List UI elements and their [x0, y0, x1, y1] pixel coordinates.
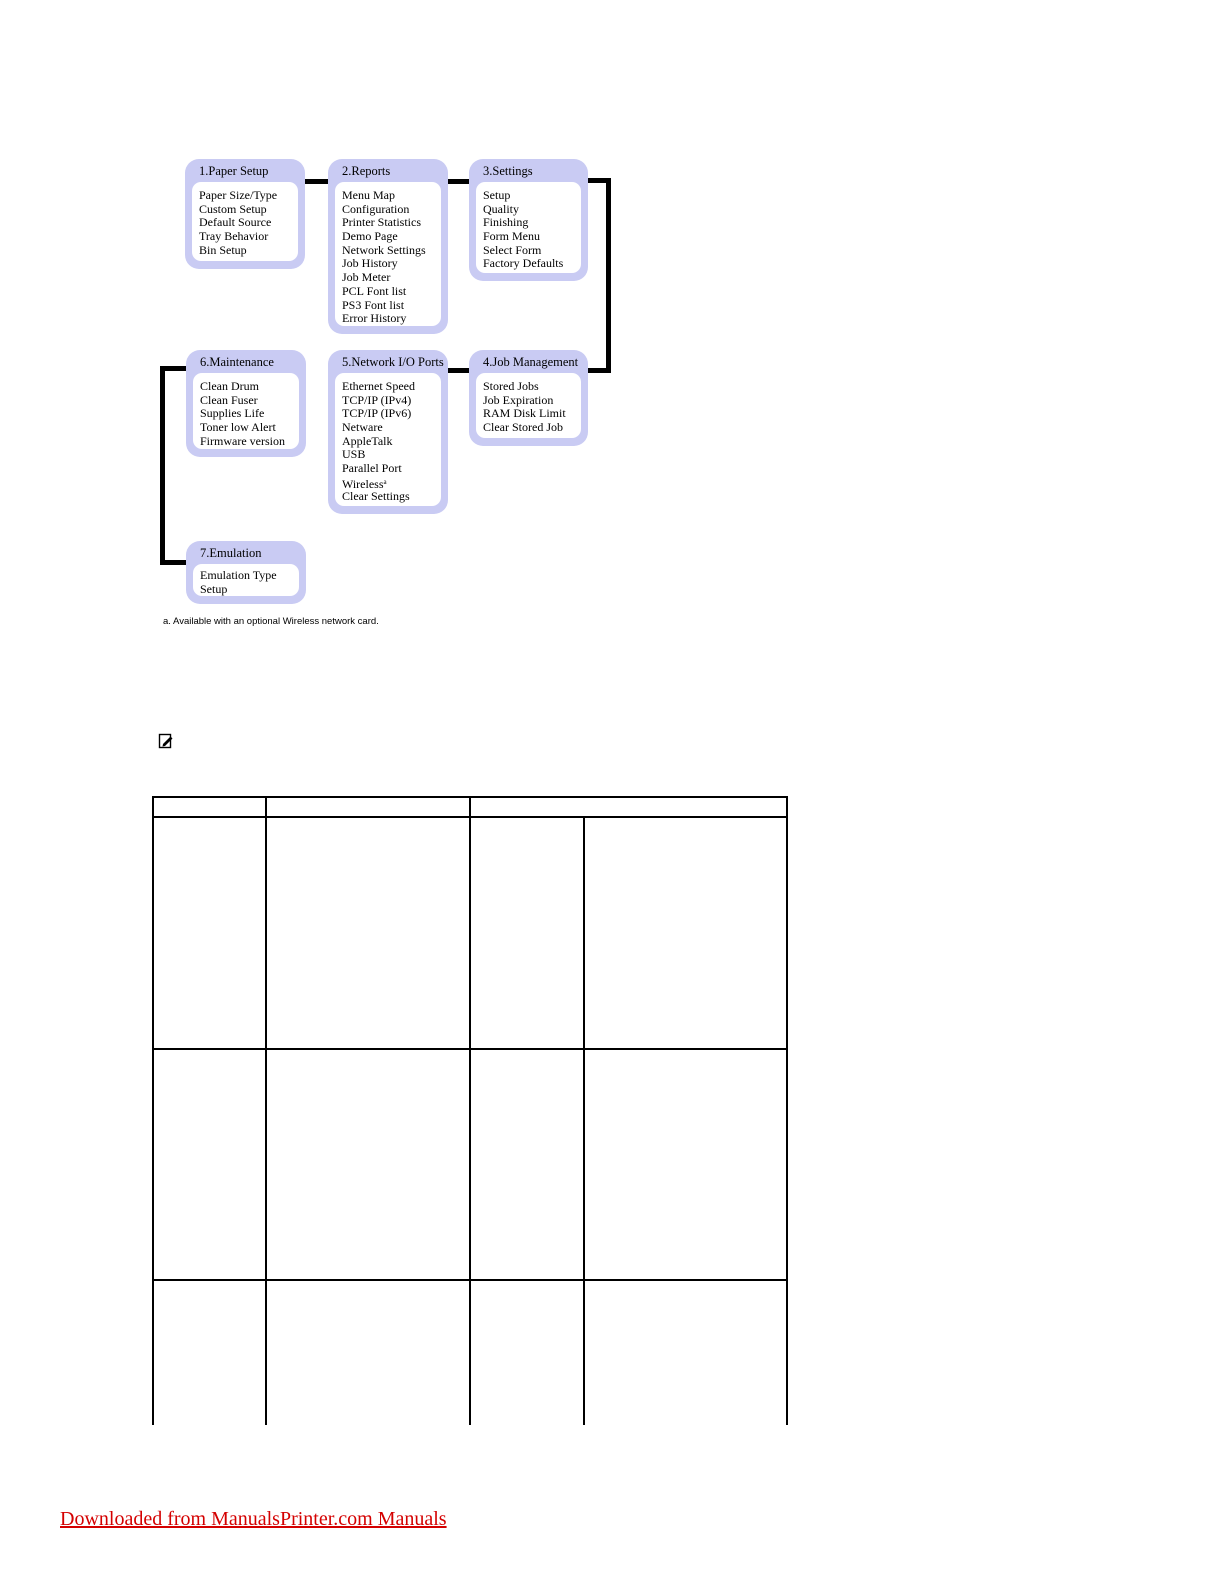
menu-box-title: 5.Network I/O Ports — [342, 355, 444, 369]
menu-item: Ethernet Speed — [342, 379, 415, 393]
menu-box-title: 6.Maintenance — [200, 355, 274, 369]
table-column-divider — [265, 796, 267, 1425]
menu-item: Factory Defaults — [483, 256, 564, 271]
menu-item: Clear Settings — [342, 488, 410, 503]
menu-item: Clean Fuser — [200, 392, 258, 407]
menu-map-diagram — [0, 0, 1225, 640]
menu-box-reports — [328, 159, 448, 334]
menu-item: RAM Disk Limit — [483, 406, 566, 421]
menu-item: Clear Stored Job — [483, 420, 563, 435]
menu-item: Clean Drum — [200, 379, 259, 393]
menu-box-body — [476, 182, 581, 273]
menu-item: Paper Size/Type — [199, 188, 278, 202]
menu-box-body — [335, 373, 441, 506]
menu-box-body — [193, 564, 299, 596]
menu-item-list — [483, 189, 563, 271]
menu-item: Setup — [200, 581, 228, 596]
footnote-marker: a — [383, 477, 387, 486]
connector-line — [606, 178, 611, 373]
menu-item-list — [199, 189, 277, 257]
menu-item-list — [342, 380, 415, 503]
menu-item: Stored Jobs — [483, 379, 539, 393]
menu-item: PCL Font list — [342, 283, 407, 298]
menu-item-list — [200, 380, 285, 448]
menu-box-title: 2.Reports — [342, 164, 391, 178]
pencil-note-icon — [158, 733, 174, 749]
menu-item: Error History — [342, 311, 407, 326]
menu-box-title: 1.Paper Setup — [199, 164, 269, 178]
menu-item-label: Wireless — [342, 476, 384, 491]
table-column-divider — [469, 796, 471, 1425]
menu-item: Network Settings — [342, 242, 426, 257]
menu-item: AppleTalk — [342, 433, 393, 448]
menu-item: Select Form — [483, 242, 542, 257]
table-column-divider — [583, 817, 585, 1425]
menu-item — [342, 476, 415, 490]
menu-item: Finishing — [483, 215, 529, 230]
menu-item: PS3 Font list — [342, 297, 405, 312]
menu-box-paper-setup — [185, 159, 305, 269]
menu-item: Custom Setup — [199, 201, 267, 216]
menu-box-body — [335, 182, 441, 326]
menu-box-settings — [469, 159, 588, 281]
menu-item: Printer Statistics — [342, 215, 421, 230]
menu-box-body — [193, 373, 299, 449]
menu-item: Bin Setup — [199, 242, 247, 257]
menu-item-list — [200, 569, 277, 596]
menu-item: Parallel Port — [342, 461, 402, 476]
menu-item-list — [342, 189, 426, 326]
menu-box-network-io-ports — [328, 350, 448, 514]
menu-box-title: 4.Job Management — [483, 355, 579, 369]
menu-item: Supplies Life — [200, 406, 265, 421]
menu-box-body — [192, 182, 298, 261]
menu-item: Toner low Alert — [200, 420, 276, 435]
table-column-divider — [152, 796, 154, 1425]
menu-item: TCP/IP (IPv4) — [342, 392, 412, 407]
menu-item: Demo Page — [342, 229, 398, 244]
menu-item: Form Menu — [483, 229, 540, 244]
menu-item: Quality — [483, 201, 519, 216]
menu-item: Job History — [342, 256, 398, 271]
menu-item: USB — [342, 447, 366, 462]
menu-item: Emulation Type — [200, 568, 277, 582]
menu-item: Default Source — [199, 215, 272, 230]
menu-item: Configuration — [342, 201, 410, 216]
download-source-link[interactable]: Downloaded from ManualsPrinter.com Manuals — [60, 1508, 447, 1530]
menu-item: Setup — [483, 188, 511, 202]
menu-box-maintenance — [186, 350, 306, 457]
menu-item: Menu Map — [342, 188, 395, 202]
menu-box-title: 3.Settings — [483, 164, 533, 178]
menu-item: Netware — [342, 420, 383, 435]
table-column-divider — [786, 796, 788, 1425]
connector-line — [160, 366, 165, 565]
menu-item: Tray Behavior — [199, 229, 269, 244]
menu-item: Job Meter — [342, 270, 391, 285]
menu-box-emulation — [186, 541, 306, 604]
menu-box-job-management — [469, 350, 588, 446]
menu-item: TCP/IP (IPv6) — [342, 406, 412, 421]
menu-item: Job Expiration — [483, 392, 554, 407]
menu-item: Firmware version — [200, 433, 285, 448]
menu-item-list — [483, 380, 566, 435]
diagram-footnote: a. Available with an optional Wireless network card. — [163, 616, 379, 627]
menu-box-title: 7.Emulation — [200, 546, 262, 560]
menu-box-body — [476, 373, 581, 438]
